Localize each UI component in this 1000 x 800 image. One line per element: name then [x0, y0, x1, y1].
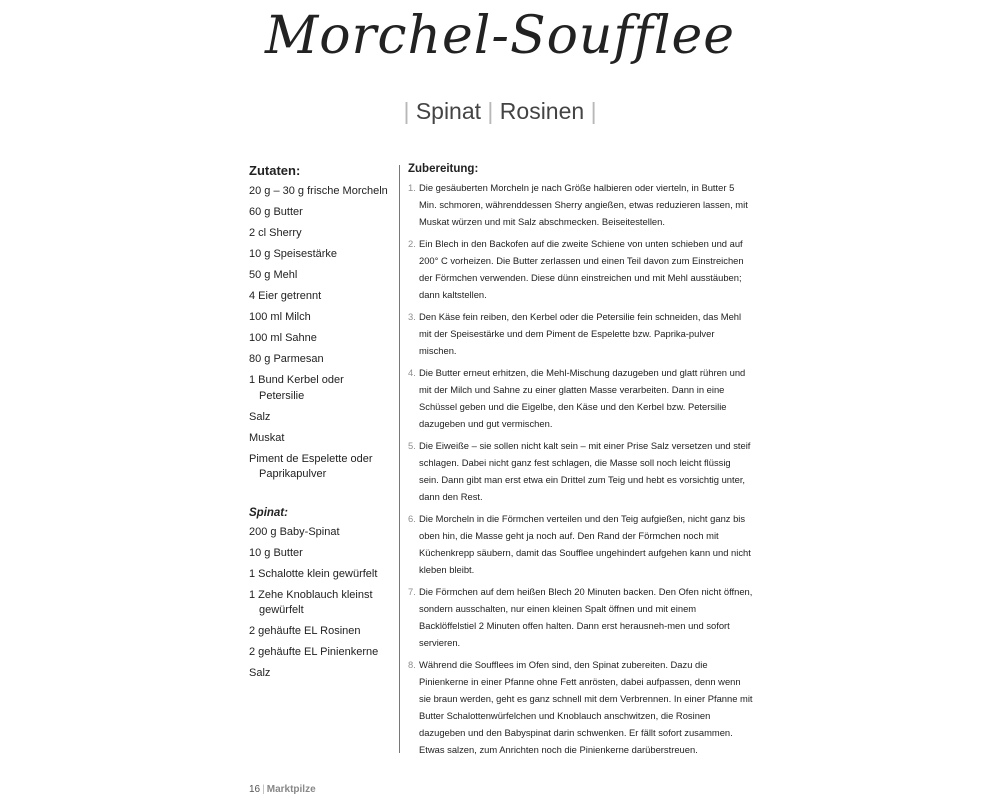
- spinat-item: Salz: [249, 667, 271, 679]
- subtitle-separator: |: [487, 98, 494, 124]
- preparation-step: [408, 510, 753, 578]
- column-divider: [399, 165, 400, 753]
- ingredient-item: [249, 452, 394, 483]
- step-number: 1.: [408, 182, 416, 193]
- preparation-steps: [408, 179, 753, 758]
- spinat-section: [249, 507, 394, 682]
- subtitle-part-2: Rosinen: [499, 98, 585, 124]
- ingredient-item: 50 g Mehl: [249, 269, 298, 281]
- spinat-line-continued: gewürfelt: [259, 604, 304, 616]
- step-number: 3.: [408, 311, 416, 322]
- recipe-subtitle: [0, 98, 1000, 125]
- ingredient-item: 80 g Parmesan: [249, 353, 324, 365]
- preparation-step: [408, 235, 753, 303]
- spinat-item: 2 gehäufte EL Pinienkerne: [249, 646, 379, 658]
- step-text: Den Käse fein reiben, den Kerbel oder die Petersilie fein schneiden, das Mehl mit der Speisestärke und dem Piment de Espelette bzw. Paprika-pulver mischen.: [419, 311, 742, 356]
- section-name: Marktpilze: [266, 784, 316, 795]
- ingredient-item: Salz: [249, 410, 271, 423]
- spinat-list: [249, 525, 394, 682]
- recipe-title: Morchel-Soufflee: [264, 6, 736, 66]
- ingredient-line: 1 Bund Kerbel oder: [249, 374, 344, 386]
- page-number: 16: [249, 784, 261, 795]
- step-text: Die Förmchen auf dem heißen Blech 20 Minuten backen. Den Ofen nicht öffnen, sondern ausschalten, nur einen kleinen Spalt öffnen und mit einem Backlöffelstiel 2 Minuten offen halten. Dann erst herausneh-men und sofort servieren.: [419, 586, 753, 648]
- ingredient-item: 20 g – 30 g frische Morcheln: [249, 185, 388, 197]
- step-number: 4.: [408, 367, 416, 378]
- step-number: 2.: [408, 238, 416, 249]
- step-number: 6.: [408, 513, 416, 524]
- preparation-column: [408, 163, 753, 763]
- footer-separator: |: [262, 784, 265, 795]
- step-number: 7.: [408, 586, 416, 597]
- preparation-step: [408, 656, 753, 758]
- ingredients-heading: Zutaten:: [249, 163, 301, 178]
- step-text: Die Butter erneut erhitzen, die Mehl-Mischung dazugeben und glatt rühren und mit der Milch und Sahne zu einer glatten Masse verarbeiten. Dann in eine Schüssel geben und die Eigelbe, den Käse und den Kerbel bzw. Petersilie dazugeben und gut vermischen.: [419, 367, 746, 429]
- step-text: Die Morcheln in die Förmchen verteilen und den Teig aufgießen, nicht ganz bis oben hin, die Masse geht ja noch auf. Den Rand der Förmchen noch mit Küchenkrepp säubern, damit das Soufflee ungehindert aufgehen kann und nicht kleben bleibt.: [419, 513, 751, 575]
- spinat-item: 2 gehäufte EL Rosinen: [249, 625, 361, 637]
- step-number: 5.: [408, 440, 416, 451]
- ingredients-list: [249, 184, 394, 483]
- ingredient-item: 4 Eier getrennt: [249, 290, 322, 302]
- ingredient-item: Muskat: [249, 431, 285, 444]
- spinat-item: 10 g Butter: [249, 546, 303, 559]
- step-text: Die gesäuberten Morcheln je nach Größe halbieren oder vierteln, in Butter 5 Min. schmoren, währenddessen Sherry angießen, etwas reduzieren lassen, mit Muskat würzen und mit Salz abschmecken. Beiseitestellen.: [419, 182, 748, 227]
- ingredient-item: [249, 373, 394, 404]
- preparation-step: [408, 437, 753, 505]
- ingredient-item: 2 cl Sherry: [249, 227, 302, 239]
- step-text: Ein Blech in den Backofen auf die zweite Schiene von unten schieben und auf 200° C vorheizen. Die Butter zerlassen und einen Teil davon zum Einstreichen der Förmchen verwenden. Diese dünn einstreichen und mit Mehl ausstäuben; dann kaltstellen.: [419, 238, 744, 300]
- ingredient-item: 10 g Speisestärke: [249, 248, 338, 260]
- page-footer: [249, 784, 316, 795]
- ingredient-item: 100 ml Sahne: [249, 332, 317, 344]
- subtitle-part-1: Spinat: [415, 98, 482, 124]
- preparation-step: [408, 583, 753, 651]
- preparation-step: [408, 179, 753, 230]
- preparation-step: [408, 364, 753, 432]
- spinat-item: 200 g Baby-Spinat: [249, 525, 340, 538]
- ingredient-line-continued: Paprikapulver: [259, 468, 327, 480]
- step-text: Während die Soufflees im Ofen sind, den Spinat zubereiten. Dazu die Pinienkerne in einer Pfanne ohne Fett anrösten, dabei aufpassen, denn wenn sie braun werden, geht es ganz schnell mit dem Verbrennen. In einer Pfanne mit Butter Schalottenwürfelchen und Knoblauch anschwitzen, die Rosinen dazugeben und den Babyspinat darin schwenken. Er fällt sofort zusammen. Etwas salzen, zum Anrichten noch die Pinienkerne darüberstreuen.: [419, 659, 753, 755]
- preparation-step: [408, 308, 753, 359]
- subtitle-separator: |: [403, 98, 410, 124]
- spinat-heading: Spinat:: [249, 506, 288, 519]
- ingredient-item: 100 ml Milch: [249, 311, 311, 323]
- ingredients-column: [249, 163, 394, 687]
- step-text: Die Eiweiße – sie sollen nicht kalt sein – mit einer Prise Salz versetzen und steif schlagen. Dabei nicht ganz fest schlagen, die Masse soll noch leicht flüssig sein. Dann gibt man erst etwa ein Drittel zum Teig und hebt es vorsichtig unter, dann den Rest.: [419, 440, 751, 502]
- spinat-item: [249, 588, 394, 619]
- ingredient-line-continued: Petersilie: [259, 389, 305, 402]
- preparation-heading: Zubereitung:: [408, 163, 479, 175]
- ingredient-item: 60 g Butter: [249, 206, 303, 218]
- step-number: 8.: [408, 659, 416, 670]
- ingredient-line: Piment de Espelette oder: [249, 452, 373, 465]
- spinat-line: 1 Zehe Knoblauch kleinst: [249, 588, 373, 601]
- subtitle-separator: |: [590, 98, 597, 124]
- spinat-item: 1 Schalotte klein gewürfelt: [249, 567, 378, 580]
